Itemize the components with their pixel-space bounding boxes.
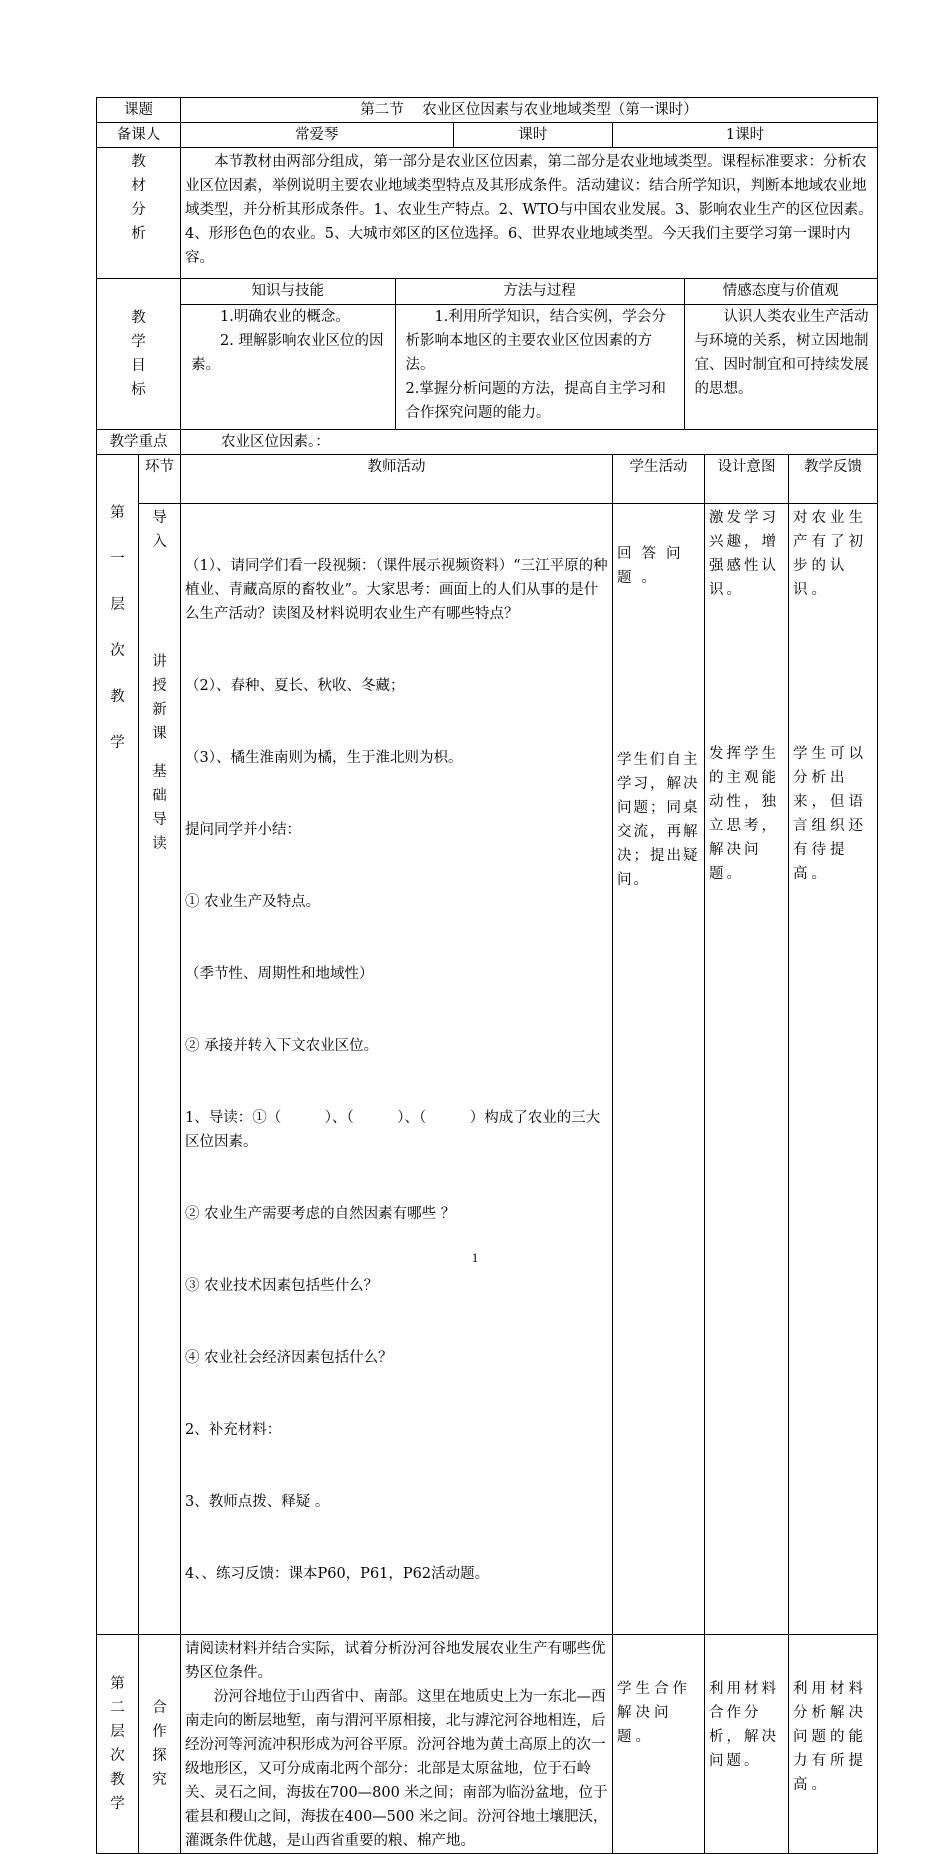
level2-student [613,1635,705,1854]
teacher-line: 提问同学并小结： [185,822,301,838]
stage-char: 新 [152,702,167,718]
level2-teacher [181,1635,613,1854]
preparer-group [181,123,613,148]
level1-design [705,504,789,1635]
objectives-col2-header: 方法与过程 [395,279,684,304]
teacher-line: 汾河谷地位于山西省中、南部。这里在地质史上为一东北—西南走向的断层地堑，南与渭河平原相接，北与滹沱河谷地相连，后经汾河等河流冲积形成为河谷平原。汾河谷地为黄土高原上的次一级地形区，又可分成南北两个部分：北部是太原盆地，位于石岭关、灵石之间，海拔在700—800 米之间；南部为临汾盆地，位于霍县和稷山之间，海拔在400—500 米之间。汾河谷地土壤肥沃，灌溉条件优越，是山西省重要的粮、棉产地。 [185,1689,608,1849]
objectives-label-char: 目 [131,358,146,374]
stage-char: 作 [152,1724,167,1740]
level1-teacher [181,504,613,1635]
objectives-label [97,279,181,430]
analysis-label-char: 分 [131,202,146,218]
level1-label-char: 次 [110,643,125,659]
teacher-header: 教师活动 [181,455,613,504]
teacher-line: （3）、橘生淮南则为橘，生于淮北则为枳。 [185,750,463,766]
level1-label-char: 学 [110,735,125,751]
objectives-body [181,279,878,430]
feedback-header: 教学反馈 [789,455,878,504]
level2-label-char: 教 [110,1772,125,1788]
teacher-line: ④ 农业社会经济因素包括什么？ [185,1350,393,1366]
teacher-line: ③ 农业技术因素包括些什么？ [185,1278,379,1294]
teacher-line: ② 承接并转入下文农业区位。 [185,1038,379,1054]
student-activity: 回答问题。 [617,546,691,586]
feedback-text: 利用材料分析解决问题的能力有所提高。 [793,1681,867,1793]
page-number: 1 [471,1250,479,1265]
level1-row [97,504,878,1635]
objectives-col2 [395,304,684,429]
feedback-text: 学生可以分析出来，但语言组织还有待提高。 [793,746,867,882]
level2-feedback [789,1635,878,1854]
stage-char: 基 [152,764,167,780]
topic-label: 课题 [97,98,181,123]
level1-stages [139,504,181,1635]
preparer-label: 备课人 [97,123,181,148]
student-header: 学生活动 [613,455,705,504]
stage-char: 入 [152,534,167,550]
analysis-text [181,148,878,279]
teacher-line: （2）、春种、夏长、秋收、冬藏； [185,678,405,694]
level2-label-char: 第 [110,1676,125,1692]
objectives-row [97,279,878,430]
objective-item: 2. 理解影响农业区位的因素。 [191,332,384,373]
objective-item: 2.掌握分析问题的方法，提高自主学习和合作探究问题的能力。 [405,380,666,421]
student-activity: 学生们自主学习，解决问题；同桌交流，再解决；提出疑问。 [617,752,700,888]
stage-char: 础 [152,788,167,804]
teacher-line: 2、补充材料： [185,1422,282,1438]
level1-student [613,504,705,1635]
teacher-line: 1、导读：①（ ）、（ ）、（ ）构成了农业的三大区位因素。 [185,1110,601,1150]
teacher-line: ① 农业生产及特点。 [185,894,321,910]
objectives-col1 [181,304,395,429]
stage-char: 究 [152,1772,167,1788]
design-intent: 利用材料合作分析，解决问题。 [709,1681,779,1769]
level2-label [97,1635,139,1854]
analysis-label-char: 析 [131,226,146,242]
teacher-line: 请阅读材料并结合实际，试着分析汾河谷地发展农业生产有哪些优势区位条件。 [185,1641,606,1681]
hours-value: 1课时 [613,123,878,148]
level2-label-char: 次 [110,1748,125,1764]
stage-char: 导 [152,812,167,828]
analysis-label [97,148,181,279]
hours-label: 课时 [518,127,548,143]
teacher-line: （季节性、周期性和地域性） [185,966,374,982]
stage-char: 讲 [152,654,167,670]
teacher-line: 4、、练习反馈：课本P60，P61，P62活动题。 [185,1566,490,1582]
objectives-col1-header: 知识与技能 [181,279,395,304]
topic-value: 第二节 农业区位因素与农业地域类型（第一课时） [181,98,878,123]
level1-label-char: 教 [110,689,125,705]
level2-design [705,1635,789,1854]
stage-char: 探 [152,1748,167,1764]
teacher-line: ② 农业生产需要考虑的自然因素有哪些 ？ [185,1206,456,1222]
lesson-plan-table [96,97,878,1854]
objectives-subtable [181,279,877,429]
objectives-col3-header: 情感态度与价值观 [684,279,877,304]
objective-item: 1.利用所学知识，结合实例，学会分析影响本地区的主要农业区位因素的方法。 [405,308,666,373]
preparer-row [97,123,878,148]
level2-stage [139,1635,181,1854]
stage-char: 课 [152,726,167,742]
key-point-value: 农业区位因素。： [181,430,878,455]
objective-item: 认识人类农业生产活动与环境的关系，树立因地制宜、因时制宜和可持续发展的思想。 [694,308,869,397]
level2-label-char: 学 [110,1796,125,1812]
stage-char: 读 [152,836,167,852]
process-header-row [97,455,878,504]
key-point-label: 教学重点 [97,430,181,455]
key-point-row [97,430,878,455]
stage-char: 授 [152,678,167,694]
topic-row [97,98,878,123]
stage-char: 导 [152,510,167,526]
analysis-row [97,148,878,279]
stage-header: 环节 [139,455,181,504]
teacher-line: （1）、请同学们看一段视频：（课件展示视频资料）“三江平原的种植业、青藏高原的畜牧业”。大家思考：画面上的人们从事的是什么生产活动？读图及材料说明农业生产有哪些特点？ [185,558,608,622]
analysis-paragraph: 本节教材由两部分组成，第一部分是农业区位因素，第二部分是农业地域类型。课程标准要求：分析农业区位因素，举例说明主要农业地域类型特点及其形成条件。活动建议：结合所学知识，判断本地域农业地域类型，并分析其形成条件。1、农业生产特点。2、WTO与中国农业发展。3、影响农业生产的区位因素。4、形形色色的农业。5、大城市郊区的区位选择。6、世界农业地域类型。今天我们主要学习第一课时内容。 [185,154,873,266]
level1-label-char: 层 [110,597,125,613]
objectives-label-char: 标 [131,382,146,398]
analysis-label-char: 材 [131,178,146,194]
design-header: 设计意图 [705,455,789,504]
objectives-label-char: 学 [131,334,146,350]
preparer-value: 常爱琴 [181,123,453,147]
objective-item: 1.明确农业的概念。 [220,308,350,325]
analysis-label-char: 教 [131,154,146,170]
teacher-line: 3、教师点拨、释疑 。 [185,1494,330,1510]
design-intent: 激发学习兴趣，增强感性认识。 [709,510,779,598]
preparer-subtable [181,123,612,147]
level1-label [97,455,139,1635]
design-intent: 发挥学生的主观能动性，独立思考，解决问题。 [709,746,779,882]
feedback-text: 对农业生产有了初步的认识。 [793,510,867,598]
student-activity: 学生合作解决问题。 [617,1681,691,1745]
objectives-col3 [684,304,877,429]
level1-label-char: 第 [110,505,125,521]
level2-label-char: 层 [110,1724,125,1740]
level2-row [97,1635,878,1854]
level1-label-char: 一 [110,551,125,567]
stage-char: 合 [152,1700,167,1716]
level1-feedback [789,504,878,1635]
objectives-label-char: 教 [131,310,146,326]
level2-label-char: 二 [110,1700,125,1716]
